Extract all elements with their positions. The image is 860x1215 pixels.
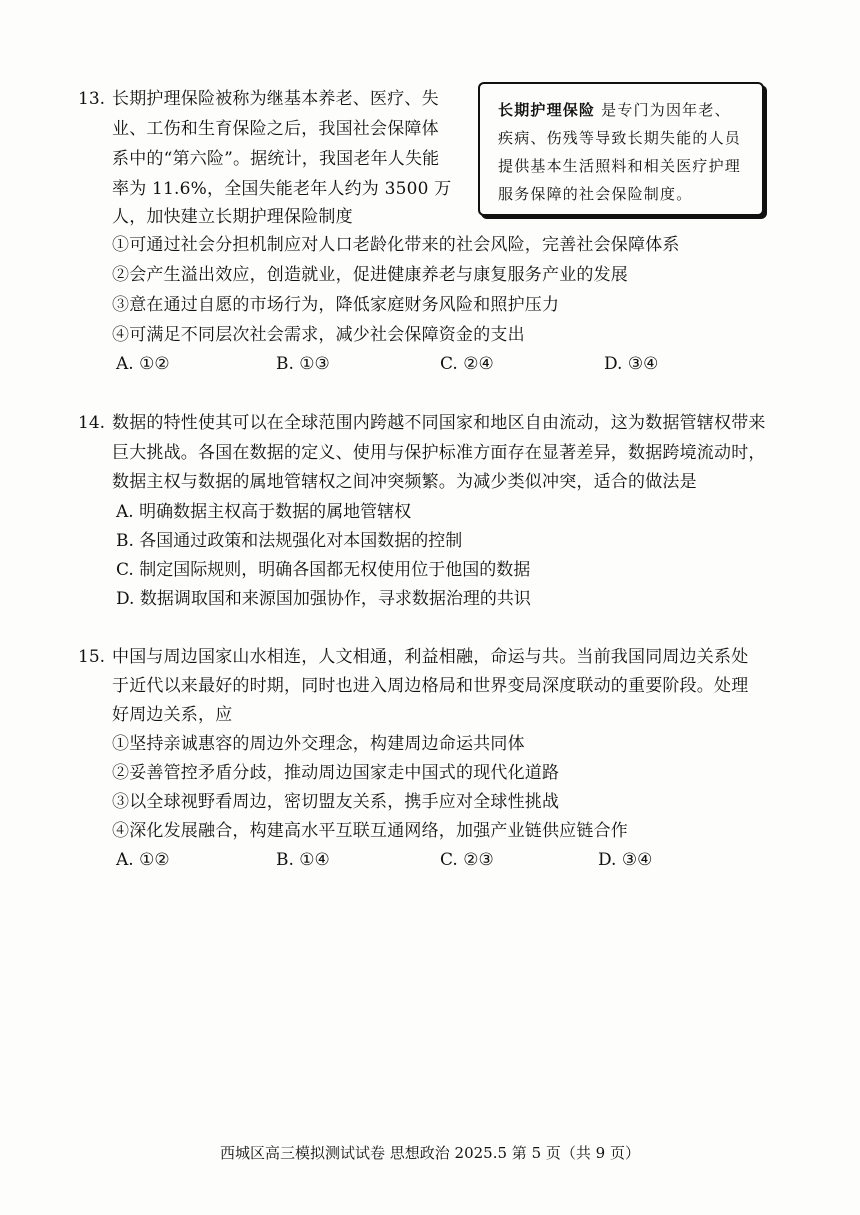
q15-item: ②妥善管控矛盾分歧，推动周边国家走中国式的现代化道路 — [112, 763, 560, 783]
q14-stem-line: 巨大挑战。各国在数据的定义、使用与保护标准方面存在显著差异，数据跨境流动时， — [112, 443, 766, 463]
q13-option-a[interactable]: A. ①② — [116, 354, 170, 374]
q13-item: ③意在通过自愿的市场行为，降低家庭财务风险和照护压力 — [112, 295, 560, 315]
page-footer: 西城区高三模拟测试试卷 思想政治 2025.5 第 5 页（共 9 页） — [220, 1144, 640, 1162]
q13-item: ①可通过社会分担机制应对人口老龄化带来的社会风险，完善社会保障体系 — [112, 235, 680, 255]
q13-stem-line: 长期护理保险被称为继基本养老、医疗、失 — [112, 89, 439, 109]
definition-text: 是专门为因年老、 — [595, 101, 731, 119]
q15-option-a[interactable]: A. ①② — [116, 850, 170, 870]
q14-option-d[interactable]: D. 数据调取国和来源国加强协作，寻求数据治理的共识 — [116, 589, 531, 609]
q14-option-b[interactable]: B. 各国通过政策和法规强化对本国数据的控制 — [116, 531, 463, 551]
q15-stem-line: 好周边关系，应 — [112, 705, 233, 725]
definition-term: 长期护理保险 — [498, 101, 596, 119]
q15-option-c[interactable]: C. ②③ — [440, 850, 494, 870]
definition-line: 提供基本生活照料和相关医疗护理 — [498, 157, 742, 175]
q14-stem-line: 数据主权与数据的属地管辖权之间冲突频繁。为减少类似冲突，适合的做法是 — [112, 472, 697, 492]
q13-item: ④可满足不同层次社会需求，减少社会保障资金的支出 — [112, 325, 525, 345]
q14-option-c[interactable]: C. 制定国际规则，明确各国都无权使用位于他国的数据 — [116, 560, 531, 580]
q15-item: ①坚持亲诚惠容的周边外交理念，构建周边命运共同体 — [112, 734, 525, 754]
q13-stem-line: 业、工伤和生育保险之后，我国社会保障体 — [112, 119, 439, 139]
q14-number: 14. — [78, 413, 106, 433]
q15-stem-line: 于近代以来最好的时期，同时也进入周边格局和世界变局深度联动的重要阶段。处理 — [112, 676, 749, 696]
q15-option-b[interactable]: B. ①④ — [276, 850, 330, 870]
definition-box — [478, 82, 764, 216]
q15-stem-line: 中国与周边国家山水相连，人文相通，利益相融，命运与共。当前我国同周边关系处 — [112, 647, 749, 667]
q15-option-d[interactable]: D. ③④ — [598, 850, 653, 870]
definition-line — [498, 100, 731, 120]
q15-item: ④深化发展融合，构建高水平互联互通网络，加强产业链供应链合作 — [112, 821, 628, 841]
q13-stem-line: 人，加快建立长期护理保险制度 — [112, 207, 353, 227]
q13-stem-line: 率为 11.6%，全国失能老年人约为 3500 万 — [112, 179, 452, 199]
q15-item: ③以全球视野看周边，密切盟友关系，携手应对全球性挑战 — [112, 792, 560, 812]
q13-item: ②会产生溢出效应，创造就业，促进健康养老与康复服务产业的发展 — [112, 265, 628, 285]
q14-stem-line: 数据的特性使其可以在全球范围内跨越不同国家和地区自由流动，这为数据管辖权带来 — [112, 413, 766, 433]
q13-option-b[interactable]: B. ①③ — [276, 354, 330, 374]
q13-option-c[interactable]: C. ②④ — [440, 354, 494, 374]
q15-number: 15. — [78, 647, 106, 667]
definition-line: 疾病、伤残等导致长期失能的人员 — [498, 129, 742, 147]
definition-line: 服务保障的社会保险制度。 — [498, 185, 693, 203]
q13-stem-line: 系中的“第六险”。据统计，我国老年人失能 — [112, 149, 440, 169]
q13-number: 13. — [78, 89, 106, 109]
q13-option-d[interactable]: D. ③④ — [604, 354, 659, 374]
q14-option-a[interactable]: A. 明确数据主权高于数据的属地管辖权 — [116, 502, 412, 522]
